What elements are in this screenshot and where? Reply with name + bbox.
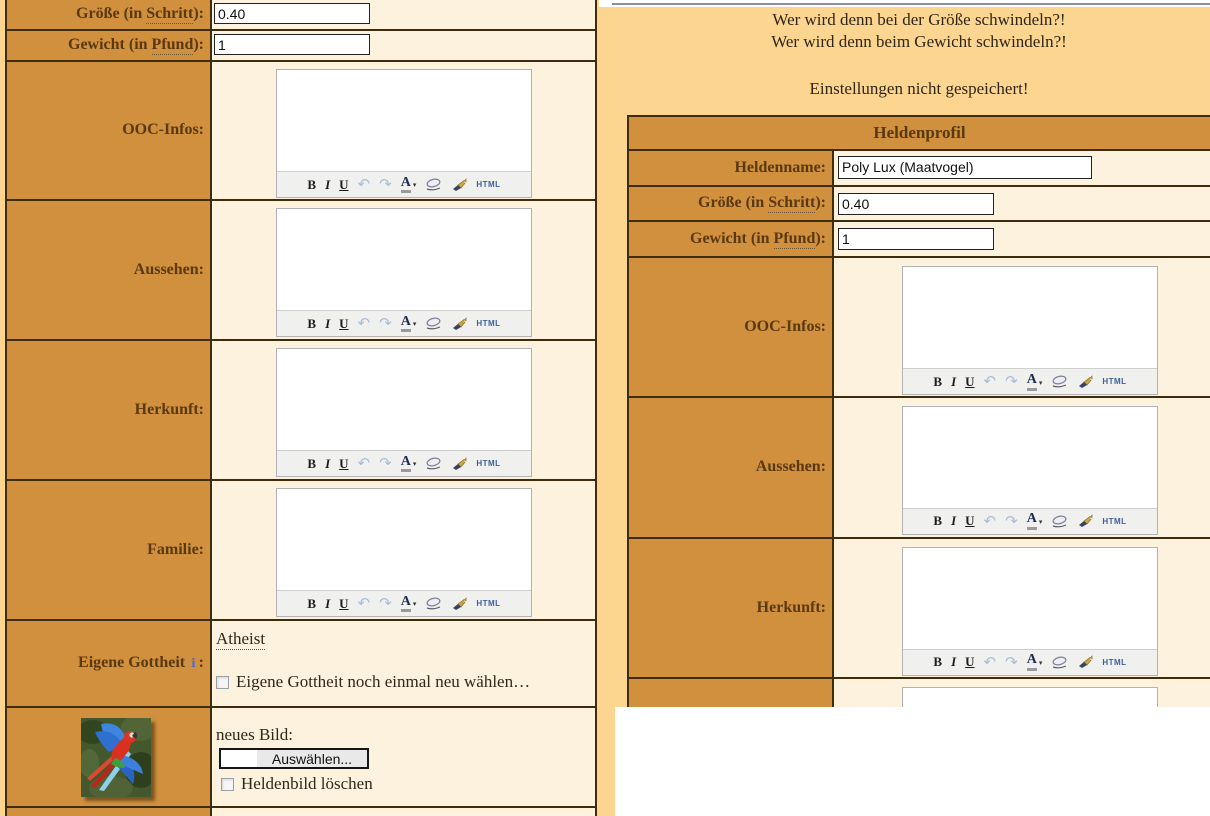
bold-icon[interactable]: B xyxy=(933,373,943,389)
size-input[interactable] xyxy=(838,193,994,215)
richtext-toolbar xyxy=(277,450,531,476)
divider xyxy=(612,3,1210,5)
eraser-icon[interactable] xyxy=(1051,656,1068,669)
italic-icon[interactable]: I xyxy=(951,654,957,670)
herkunft-row xyxy=(7,341,595,481)
undo-icon[interactable]: ↶ xyxy=(983,511,997,530)
familie-editor xyxy=(276,488,532,617)
ooc-row xyxy=(7,62,595,201)
gottheit-value: Atheist xyxy=(216,629,266,648)
richtext-toolbar xyxy=(903,649,1157,675)
underline-icon[interactable]: U xyxy=(965,513,975,529)
ooc-label: OOC-Infos: xyxy=(7,62,212,199)
gottheit-row xyxy=(7,621,595,708)
size-label: Größe (in Schritt): xyxy=(629,187,834,221)
richtext-toolbar xyxy=(903,508,1157,534)
bold-icon[interactable]: B xyxy=(933,513,943,529)
file-input-field xyxy=(221,750,257,767)
validation-messages xyxy=(628,9,1210,100)
italic-icon[interactable]: I xyxy=(325,176,331,192)
brush-icon[interactable] xyxy=(1077,514,1093,528)
size-row xyxy=(629,187,1210,223)
herkunft-editor xyxy=(276,348,532,477)
weight-unit-tooltip: Pfund xyxy=(151,36,194,54)
richtext-area[interactable] xyxy=(277,489,531,590)
font-color-icon[interactable] xyxy=(401,595,417,613)
richtext-area[interactable] xyxy=(903,407,1157,508)
bold-icon[interactable]: B xyxy=(307,315,317,331)
size-row xyxy=(7,0,595,31)
not-saved-notice: Einstellungen nicht gespeichert! xyxy=(809,79,1029,98)
html-icon[interactable]: HTML xyxy=(476,180,501,189)
herkunft-row xyxy=(629,539,1210,679)
html-icon[interactable]: HTML xyxy=(476,319,501,328)
underline-icon[interactable]: U xyxy=(339,176,349,192)
brush-icon[interactable] xyxy=(1077,655,1093,669)
hero-profile-form-left xyxy=(5,0,597,816)
font-color-icon[interactable] xyxy=(401,176,417,194)
eraser-icon[interactable] xyxy=(425,178,442,191)
hero-profile-panel-right xyxy=(599,0,1210,816)
richtext-toolbar xyxy=(903,368,1157,394)
ooc-editor xyxy=(902,266,1158,395)
ooc-row xyxy=(629,258,1210,397)
aussehen-editor xyxy=(276,208,532,337)
weight-unit-tooltip: Pfund xyxy=(773,230,816,248)
undo-icon[interactable]: ↶ xyxy=(357,454,371,472)
html-icon[interactable]: HTML xyxy=(1102,657,1127,667)
size-unit-tooltip: Schritt xyxy=(768,194,816,212)
gottheit-reset-checkbox[interactable] xyxy=(216,676,229,689)
weight-warning: Wer wird denn beim Gewicht schwindeln?! xyxy=(771,32,1067,51)
weight-row xyxy=(7,31,595,62)
top-strip xyxy=(599,0,1210,7)
chevron-down-icon[interactable]: ▾ xyxy=(412,460,417,469)
hero-image-cell xyxy=(7,708,212,806)
eraser-icon[interactable] xyxy=(425,597,442,610)
richtext-toolbar xyxy=(277,590,531,616)
size-warning: Wer wird denn bei der Größe schwindeln?! xyxy=(772,10,1066,29)
heroname-input[interactable] xyxy=(838,156,1092,179)
redo-icon[interactable]: ↷ xyxy=(379,314,392,332)
underline-icon[interactable]: U xyxy=(965,373,975,389)
brush-icon[interactable] xyxy=(451,457,467,471)
italic-icon[interactable]: I xyxy=(325,315,331,331)
herkunft-editor xyxy=(902,547,1158,676)
font-color-letter: A xyxy=(401,595,411,613)
aussehen-editor xyxy=(902,406,1158,535)
partial-row xyxy=(7,808,595,816)
font-color-letter: A xyxy=(401,176,411,194)
font-color-icon[interactable] xyxy=(401,315,417,333)
redo-icon[interactable]: ↷ xyxy=(379,175,392,193)
underline-icon[interactable]: U xyxy=(339,595,349,611)
gottheit-label: Eigene Gottheit ℹ : xyxy=(7,621,212,706)
undo-icon[interactable]: ↶ xyxy=(357,175,371,193)
file-choose-button[interactable]: Auswählen... xyxy=(257,750,367,767)
brush-icon[interactable] xyxy=(451,597,467,611)
undo-icon[interactable]: ↶ xyxy=(983,372,997,391)
underline-icon[interactable]: U xyxy=(339,315,349,331)
richtext-area[interactable] xyxy=(277,209,531,310)
font-color-letter: A xyxy=(401,455,411,473)
chevron-down-icon[interactable]: ▾ xyxy=(412,181,417,190)
heroname-row xyxy=(629,151,1210,187)
delete-image-label: Heldenbild löschen xyxy=(241,774,373,793)
richtext-area[interactable] xyxy=(903,548,1157,649)
chevron-down-icon[interactable]: ▾ xyxy=(1038,517,1043,526)
brush-icon[interactable] xyxy=(451,178,467,192)
brush-icon[interactable] xyxy=(1077,375,1093,389)
html-icon[interactable]: HTML xyxy=(476,599,501,608)
html-icon[interactable]: HTML xyxy=(476,459,501,468)
italic-icon[interactable]: I xyxy=(951,373,957,389)
underline-icon[interactable]: U xyxy=(339,455,349,471)
richtext-area[interactable] xyxy=(903,267,1157,368)
weight-label: Gewicht (in Pfund): xyxy=(629,222,834,256)
aussehen-label: Aussehen: xyxy=(629,398,834,537)
italic-icon[interactable]: I xyxy=(325,455,331,471)
redo-icon[interactable]: ↷ xyxy=(1005,652,1018,671)
weight-row xyxy=(629,222,1210,258)
italic-icon[interactable]: I xyxy=(951,513,957,529)
richtext-toolbar xyxy=(277,171,531,197)
info-icon: ℹ xyxy=(191,655,196,670)
redo-icon[interactable]: ↷ xyxy=(1005,372,1018,391)
font-color-icon[interactable] xyxy=(1027,653,1043,671)
hero-image xyxy=(81,718,151,797)
font-color-letter: A xyxy=(1027,512,1037,530)
new-image-label: neues Bild: xyxy=(216,725,293,744)
font-color-icon[interactable] xyxy=(401,455,417,473)
font-color-letter: A xyxy=(1027,653,1037,671)
font-color-letter: A xyxy=(401,315,411,333)
ooc-label: OOC-Infos: xyxy=(629,258,834,395)
aussehen-row xyxy=(7,201,595,341)
ooc-editor xyxy=(276,69,532,198)
weight-input[interactable] xyxy=(214,34,370,55)
weight-label: Gewicht (in Pfund): xyxy=(7,31,212,60)
eraser-icon[interactable] xyxy=(1051,515,1068,528)
size-unit-tooltip: Schritt xyxy=(146,5,194,23)
size-input[interactable] xyxy=(214,3,370,24)
redo-icon[interactable]: ↷ xyxy=(379,454,392,472)
gottheit-reset-label: Eigene Gottheit noch einmal neu wählen… xyxy=(236,672,531,691)
familie-row xyxy=(7,481,595,621)
size-label: Größe (in Schritt): xyxy=(7,0,212,29)
font-color-icon[interactable] xyxy=(1027,512,1043,530)
undo-icon[interactable]: ↶ xyxy=(983,652,997,671)
redo-icon[interactable]: ↷ xyxy=(1005,511,1018,530)
herkunft-label: Herkunft: xyxy=(629,539,834,677)
file-input[interactable] xyxy=(219,748,369,769)
html-icon[interactable]: HTML xyxy=(1102,516,1127,526)
underline-icon[interactable]: U xyxy=(965,654,975,670)
undo-icon[interactable]: ↶ xyxy=(357,314,371,332)
delete-image-checkbox[interactable] xyxy=(221,778,234,791)
weight-input[interactable] xyxy=(838,228,994,250)
hero-image-row xyxy=(7,708,595,808)
richtext-area[interactable] xyxy=(277,349,531,450)
bold-icon[interactable]: B xyxy=(307,455,317,471)
heroname-label: Heldenname: xyxy=(629,151,834,185)
font-color-icon[interactable] xyxy=(1027,373,1043,391)
redo-icon[interactable]: ↷ xyxy=(379,594,392,612)
table-title: Heldenprofil xyxy=(629,117,1210,151)
richtext-toolbar xyxy=(277,310,531,336)
richtext-area[interactable] xyxy=(277,70,531,171)
herkunft-label: Herkunft: xyxy=(7,341,212,479)
html-icon[interactable]: HTML xyxy=(1102,377,1127,387)
chevron-down-icon[interactable]: ▾ xyxy=(1038,378,1043,387)
eraser-icon[interactable] xyxy=(1051,375,1068,388)
brush-icon[interactable] xyxy=(451,317,467,331)
white-overlay xyxy=(615,707,1210,816)
bold-icon[interactable]: B xyxy=(307,595,317,611)
bold-icon[interactable]: B xyxy=(307,176,317,192)
chevron-down-icon[interactable]: ▾ xyxy=(412,600,417,609)
chevron-down-icon[interactable]: ▾ xyxy=(1038,659,1043,668)
partial-label xyxy=(7,808,212,816)
undo-icon[interactable]: ↶ xyxy=(357,594,371,612)
aussehen-label: Aussehen: xyxy=(7,201,212,339)
bold-icon[interactable]: B xyxy=(933,654,943,670)
font-color-letter: A xyxy=(1027,373,1037,391)
eraser-icon[interactable] xyxy=(425,317,442,330)
familie-label: Familie: xyxy=(7,481,212,619)
aussehen-row xyxy=(629,398,1210,539)
italic-icon[interactable]: I xyxy=(325,595,331,611)
eraser-icon[interactable] xyxy=(425,457,442,470)
chevron-down-icon[interactable]: ▾ xyxy=(412,320,417,329)
